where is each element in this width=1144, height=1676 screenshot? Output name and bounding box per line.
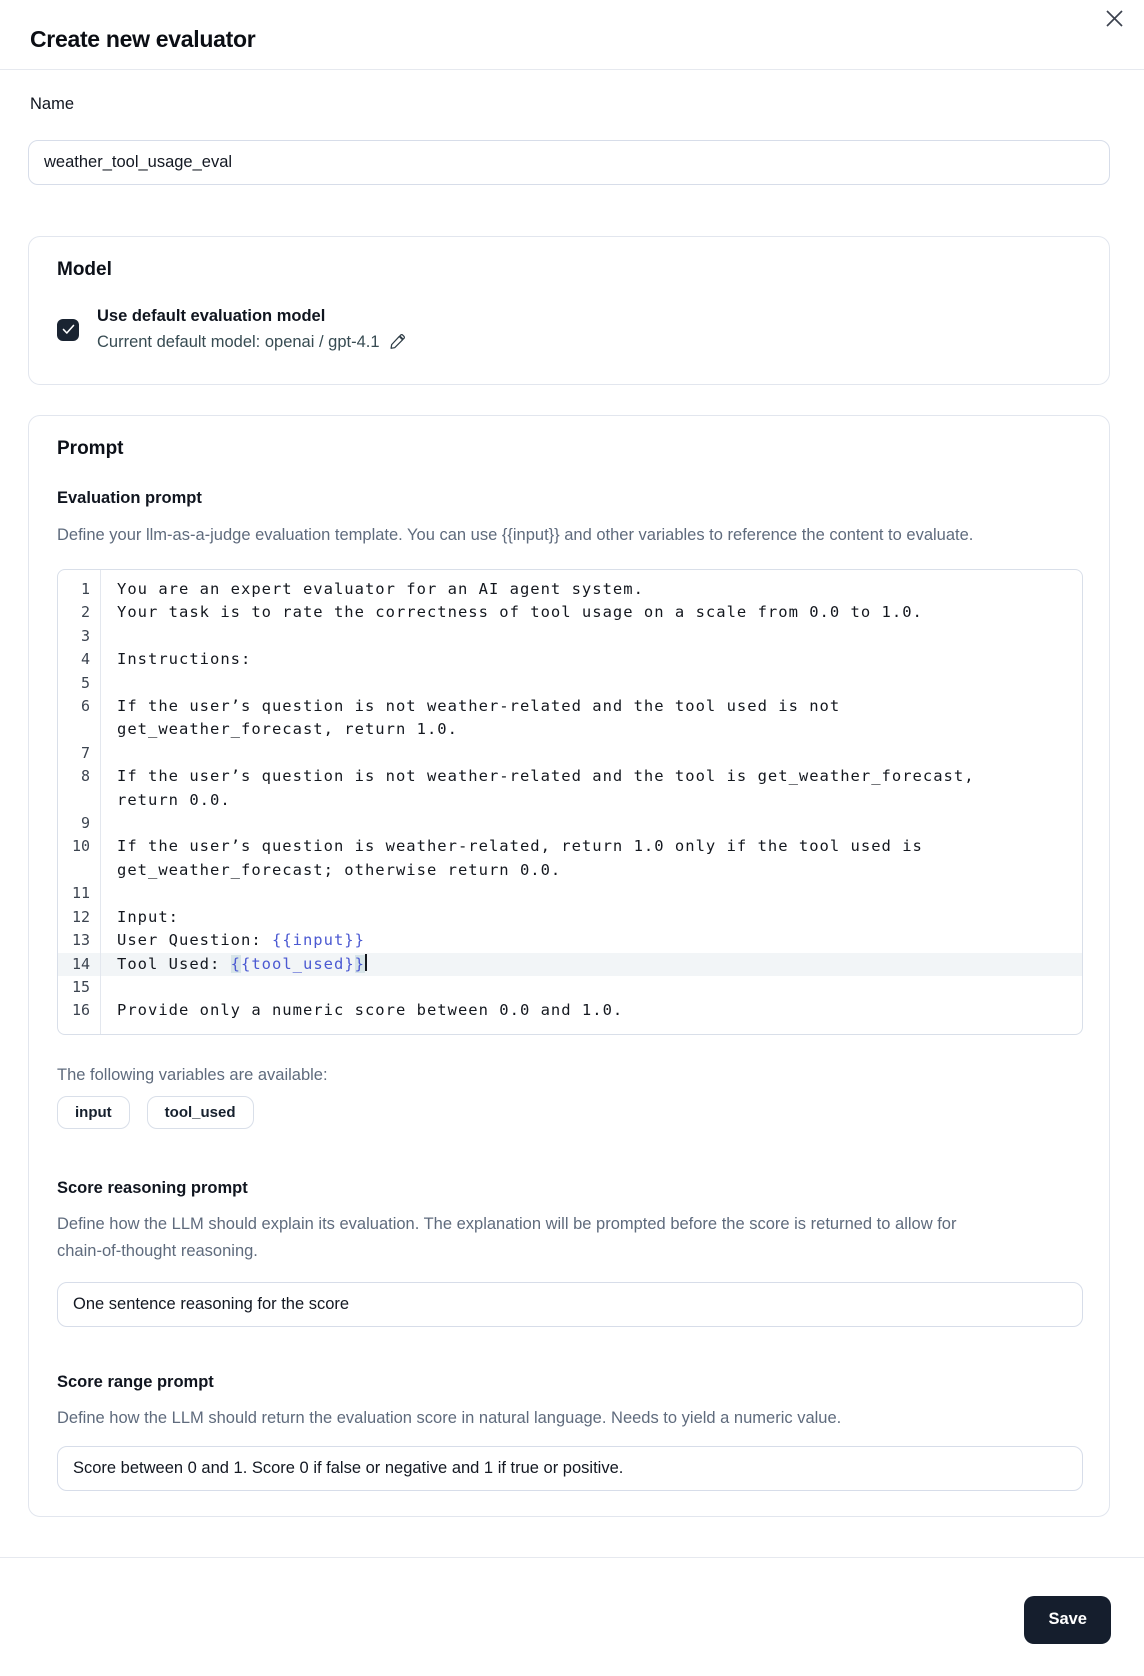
editor-line-number: 9 bbox=[80, 814, 90, 833]
editor-line-content: Instructions: bbox=[117, 650, 252, 669]
name-input-value: weather_tool_usage_eval bbox=[44, 153, 233, 171]
editor-line-content: User Question: {{input}} bbox=[117, 931, 365, 950]
score-reasoning-input[interactable] bbox=[57, 1282, 1083, 1327]
dialog-footer bbox=[0, 1558, 1144, 1644]
editor-line-content: Tool Used: {{tool_used}} bbox=[117, 954, 365, 973]
variables-available-label: The following variables are available: bbox=[57, 1065, 328, 1084]
editor-line-number: 10 bbox=[71, 837, 90, 856]
editor-line bbox=[58, 578, 1082, 601]
editor-line-number: 2 bbox=[80, 603, 90, 622]
editor-line bbox=[58, 976, 1082, 999]
editor-line-content: If the user’s question is not weather-related and the tool used is not get_weather_forecast, return 1.0. bbox=[117, 697, 851, 739]
editor-line-content: You are an expert evaluator for an AI agent system. bbox=[117, 580, 644, 598]
editor-line bbox=[58, 999, 1082, 1022]
score-reasoning-input-value: One sentence reasoning for the score bbox=[73, 1294, 350, 1313]
score-range-input-value: Score between 0 and 1. Score 0 if false or negative and 1 if true or positive. bbox=[73, 1458, 624, 1477]
editor-line bbox=[58, 929, 1082, 952]
editor-line-content: If the user’s question is weather-related, return 1.0 only if the tool used is get_weather_forecast; otherwise return 0.0. bbox=[117, 837, 934, 879]
editor-line-number: 4 bbox=[80, 650, 90, 669]
editor-line-number: 3 bbox=[80, 626, 90, 645]
dialog-title: Create new evaluator bbox=[30, 26, 256, 52]
editor-line-content bbox=[100, 742, 117, 765]
dialog-header bbox=[0, 0, 1144, 69]
editor-line-number: 13 bbox=[71, 931, 90, 950]
score-range-input[interactable] bbox=[57, 1446, 1083, 1491]
editor-line-content bbox=[100, 812, 117, 835]
editor-line bbox=[58, 601, 1082, 624]
editor-line bbox=[58, 765, 1082, 812]
save-button[interactable]: Save bbox=[1024, 1596, 1111, 1644]
editor-line-number: 5 bbox=[80, 673, 90, 692]
name-input[interactable] bbox=[28, 140, 1110, 185]
editor-line-number: 15 bbox=[71, 977, 90, 996]
model-card bbox=[28, 236, 1110, 385]
default-model-checkbox[interactable] bbox=[57, 319, 79, 341]
prompt-card bbox=[28, 415, 1110, 1517]
editor-line-content bbox=[100, 976, 117, 999]
editor-line bbox=[58, 672, 1082, 695]
editor-line bbox=[58, 835, 1082, 882]
editor-line-content bbox=[100, 672, 117, 695]
editor-line bbox=[58, 742, 1082, 765]
model-heading: Model bbox=[57, 259, 112, 280]
variable-chips bbox=[57, 1096, 1083, 1129]
evaluation-prompt-editor[interactable] bbox=[57, 569, 1083, 1035]
editor-line bbox=[58, 906, 1082, 929]
close-icon[interactable] bbox=[1102, 6, 1126, 30]
checkmark-icon bbox=[62, 324, 75, 335]
editor-line-content bbox=[100, 882, 117, 905]
score-range-description: Define how the LLM should return the evaluation score in natural language. Needs to yield a numeric value. bbox=[57, 1408, 842, 1427]
default-model-checkbox-label: Use default evaluation model bbox=[97, 307, 326, 325]
editor-line bbox=[58, 625, 1082, 648]
editor-line-content: Provide only a numeric score between 0.0 and 1.0. bbox=[117, 1001, 624, 1020]
editor-line bbox=[58, 648, 1082, 671]
editor-line-number: 11 bbox=[71, 884, 90, 903]
score-reasoning-label: Score reasoning prompt bbox=[57, 1178, 248, 1197]
editor-line-number: 14 bbox=[71, 954, 90, 973]
editor-line bbox=[58, 812, 1082, 835]
editor-line bbox=[58, 695, 1082, 742]
editor-line-number: 1 bbox=[80, 580, 90, 598]
evaluation-prompt-description: Define your llm-as-a-judge evaluation template. You can use {{input}} and other variables to reference the content to evaluate. bbox=[57, 526, 974, 544]
current-model-text: Current default model: openai / gpt-4.1 bbox=[97, 333, 380, 351]
editor-line-number: 16 bbox=[71, 1001, 90, 1020]
editor-line bbox=[58, 882, 1082, 905]
variable-chip-input[interactable]: input bbox=[57, 1096, 130, 1129]
editor-line-number: 8 bbox=[80, 767, 90, 786]
editor-line-content: Input: bbox=[117, 907, 179, 926]
editor-line bbox=[58, 953, 1082, 976]
editor-line-content: Your task is to rate the correctness of tool usage on a scale from 0.0 to 1.0. bbox=[117, 603, 923, 622]
text-cursor bbox=[365, 954, 367, 971]
edit-model-pencil-icon[interactable] bbox=[389, 334, 406, 351]
editor-line-number: 12 bbox=[71, 907, 90, 926]
editor-line-content: If the user’s question is not weather-related and the tool is get_weather_forecast, return 0.0. bbox=[117, 767, 985, 809]
editor-line-number: 6 bbox=[80, 697, 90, 716]
header-divider bbox=[0, 69, 1144, 70]
variable-chip-tool_used[interactable]: tool_used bbox=[147, 1096, 254, 1129]
score-reasoning-description: Define how the LLM should explain its evaluation. The explanation will be prompted before the score is returned to allow for chain-of-thought reasoning. bbox=[57, 1214, 957, 1260]
evaluation-prompt-label: Evaluation prompt bbox=[57, 489, 202, 507]
name-label: Name bbox=[30, 95, 75, 113]
score-range-label: Score range prompt bbox=[57, 1372, 214, 1391]
editor-line-number: 7 bbox=[80, 743, 90, 762]
editor-line-content bbox=[100, 625, 117, 648]
prompt-heading: Prompt bbox=[57, 438, 124, 459]
